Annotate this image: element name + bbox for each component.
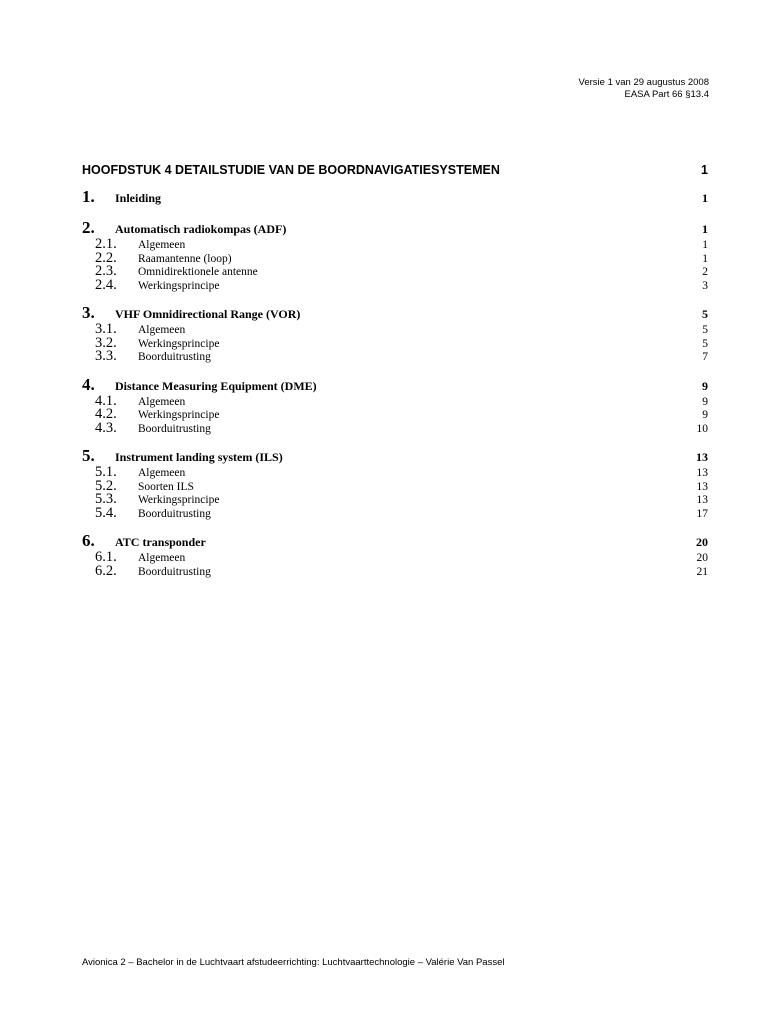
subsection-title: Boorduitrusting [138,351,211,363]
subsection-number: 5.4. [95,504,117,521]
section-number: 2. [82,218,95,237]
subsection-number: 4.3. [95,419,117,436]
subsection-page: 13 [696,467,708,479]
subsection-number: 3.1. [95,321,117,337]
subsection-title: Algemeen [138,239,186,251]
section-page: 1 [702,222,708,236]
section-page: 9 [702,378,708,393]
subsection-title: Boorduitrusting [138,422,211,435]
toc-subentry[interactable] [82,562,708,579]
section-title: Instrument landing system (ILS) [115,450,283,464]
version-line: Versie 1 van 29 augustus 2008 [578,77,709,88]
subsection-number: 2.4. [95,276,117,293]
section-page: 1 [702,191,708,205]
toc-entry[interactable] [82,446,708,466]
toc-subentry[interactable] [82,238,708,252]
section-title: Inleiding [115,191,162,205]
subsection-page: 7 [702,351,708,363]
toc-subentry[interactable] [82,265,708,279]
subsection-page: 17 [696,507,708,520]
subsection-page: 9 [702,395,708,408]
toc-section [82,218,708,292]
page-footer: Avionica 2 – Bachelor in de Luchtvaart afstudeerrichting: Luchtvaarttechnologie – Valérie Van Passel [82,957,505,968]
subsection-title: Werkingsprincipe [138,279,220,292]
section-title: Automatisch radiokompas (ADF) [115,222,287,236]
toc-section [82,531,708,578]
subsection-page: 5 [702,324,708,336]
toc-subentry[interactable] [82,334,708,351]
subsection-number: 6.1. [95,549,117,565]
toc-entry[interactable] [82,187,708,207]
section-title: Distance Measuring Equipment (DME) [115,378,317,393]
subsection-title: Boorduitrusting [138,507,211,520]
subsection-page: 1 [702,252,708,265]
toc-section [82,375,708,436]
subsection-title: Soorten ILS [138,480,194,493]
subsection-page: 13 [696,480,708,493]
section-title: VHF Omnidirectional Range (VOR) [115,307,301,321]
toc-entry[interactable] [82,218,708,238]
table-of-contents [82,187,708,589]
toc-subentry[interactable] [82,551,708,565]
section-page: 5 [702,307,708,321]
section-number: 1. [82,187,95,206]
section-page: 13 [696,450,708,464]
toc-subentry[interactable] [82,466,708,480]
toc-entry[interactable] [82,375,708,395]
page-header [579,77,709,101]
subsection-title: Werkingsprincipe [138,494,220,506]
subsection-page: 5 [702,337,708,350]
subsection-number: 4.2. [95,406,117,422]
subsection-number: 5.3. [95,491,117,507]
subsection-title: Algemeen [138,324,186,336]
subsection-page: 10 [696,422,708,435]
toc-section [82,187,708,207]
subsection-number: 6.2. [95,562,117,579]
toc-subentry[interactable] [82,493,708,507]
subsection-number: 4.1. [95,392,117,409]
section-page: 20 [696,535,708,549]
subsection-title: Boorduitrusting [138,565,211,578]
toc-subentry[interactable] [82,323,708,337]
section-number: 3. [82,303,95,322]
toc-subentry[interactable] [82,477,708,494]
subsection-number: 2.2. [95,249,117,266]
subsection-title: Werkingsprincipe [138,337,220,350]
subsection-title: Raamantenne (loop) [138,252,232,265]
subsection-page: 20 [696,552,708,564]
subsection-title: Omnidirektionele antenne [138,266,258,278]
section-number: 4. [82,374,95,394]
subsection-number: 3.3. [95,348,117,364]
subsection-title: Algemeen [138,552,186,564]
subsection-title: Algemeen [138,395,186,408]
section-number: 6. [82,531,95,550]
subsection-page: 21 [696,565,708,578]
toc-section [82,446,708,520]
subsection-page: 2 [702,266,708,278]
subsection-number: 3.2. [95,334,117,351]
subsection-number: 5.2. [95,477,117,494]
toc-subentry[interactable] [82,392,708,409]
toc-subentry[interactable] [82,419,708,436]
toc-section [82,303,708,364]
toc-entry[interactable] [82,531,708,551]
toc-subentry[interactable] [82,504,708,521]
reference-line: EASA Part 66 §13.4 [624,89,709,100]
toc-subentry[interactable] [82,350,708,364]
subsection-number: 2.1. [95,236,117,252]
subsection-title: Algemeen [138,467,186,479]
section-title: ATC transponder [115,535,206,549]
toc-subentry[interactable] [82,249,708,266]
toc-subentry[interactable] [82,276,708,293]
subsection-page: 9 [702,409,708,421]
subsection-page: 3 [702,279,708,292]
subsection-page: 1 [702,239,708,251]
subsection-number: 5.1. [95,464,117,480]
subsection-number: 2.3. [95,263,117,279]
subsection-page: 13 [696,494,708,506]
chapter-heading [82,163,708,177]
toc-subentry[interactable] [82,408,708,422]
subsection-title: Werkingsprincipe [138,409,220,421]
chapter-title: HOOFDSTUK 4 DETAILSTUDIE VAN DE BOORDNAVIGATIESYSTEMEN [82,163,500,177]
chapter-page: 1 [701,163,708,177]
toc-entry[interactable] [82,303,708,323]
section-number: 5. [82,446,95,465]
